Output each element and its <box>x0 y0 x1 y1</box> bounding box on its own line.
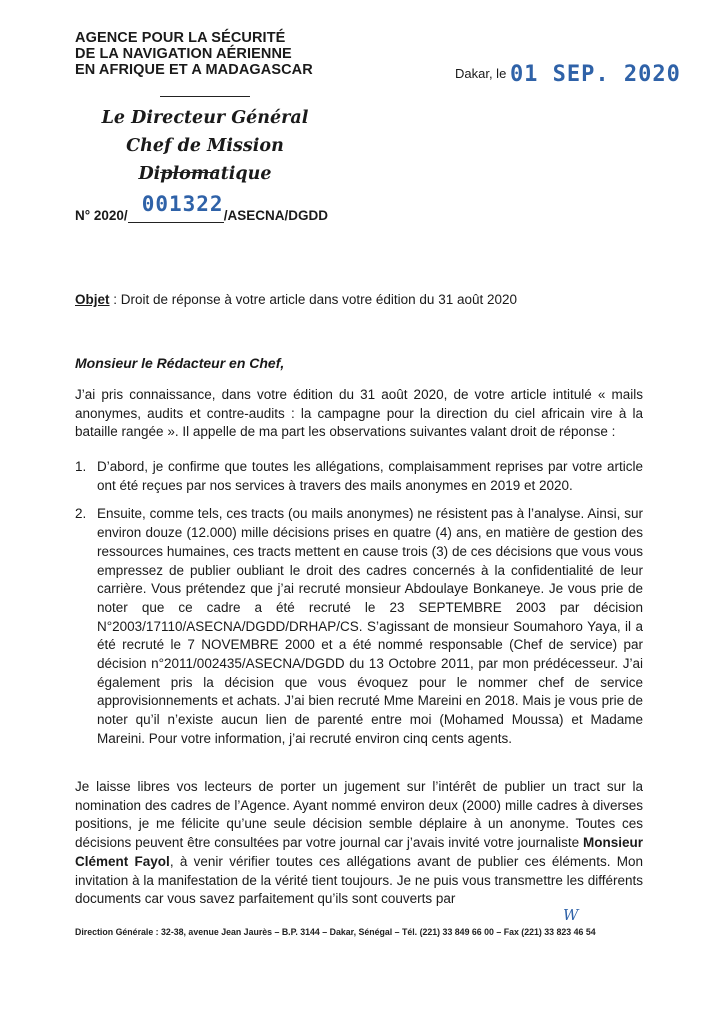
closing-text-before: Je laisse libres vos lecteurs de porter un jugement sur l’intérêt de publier un tract sur la nomination des cadres de l’Agence. Ayant nommé environ deux (2000) mille cadres à diverses positions, je me félicite qu’une seule décision semble déplaire à un anonyme. Toutes ces décisions peuvent être consultées par votre journal car j’avais invité votre journaliste <box>75 779 643 851</box>
divider-top <box>160 96 250 97</box>
dateline <box>455 62 681 87</box>
director-title-line1: Le Directeur Général <box>101 108 309 128</box>
reference-number-field <box>128 192 224 223</box>
divider-bottom <box>160 172 218 173</box>
footer-address: Direction Générale : 32-38, avenue Jean Jaurès – B.P. 3144 – Dakar, Sénégal – Tél. (221) 33 849 66 00 – Fax (221) 33 823 46 54 <box>75 927 596 937</box>
agency-letterhead <box>75 30 313 78</box>
reference-suffix: /ASECNA/DGDD <box>223 208 328 223</box>
list-item-text: Ensuite, comme tels, ces tracts (ou mails anonymes) ne résistent pas à l’analyse. Ainsi, sur environ douze (12.000) mille décisions prises en quatre (4) ans, en matière de gestion des ressources humaines, ces tracts mettent en cause trois (3) de ces décisions que vous vous empressez de publier oubliant le droit des cadres concernés à la confidentialité de leur carrière. Vous prétendez que j’ai recruté monsieur Abdoulaye Bonkaneye. Je vous prie de noter que ce cadre a été recruté le 23 SEPTEMBRE 2003 par décision N°2003/17110/ASECNA/DGDD/DRHAP/CS. S’agissant de monsieur Soumahoro Yaya, il a été recruté le 7 NOVEMBRE 2000 et a été nommé responsable (Chef de service) par décision n°2011/002435/ASECNA/DGDD du 13 Octobre 2011, par mon prédécesseur. J’ai également pris la décision que vous évoquez pour le nommer chef de service approvisionnements et achats. J’ai bien recruté Mme Mareini en 2018. Mais je vous prie de noter qu’il n’existe aucun lien de parenté entre moi (Mohamed Moussa) et Madame Mareini. Pour votre information, j’ai recruté environ cinq cents agents. <box>97 506 643 746</box>
subject-label: Objet <box>75 292 110 307</box>
agency-line: AGENCE POUR LA SÉCURITÉ <box>75 30 286 46</box>
list-item <box>75 505 643 748</box>
list-item <box>75 458 643 495</box>
list-item-number: 2. <box>75 506 87 522</box>
number-stamp: 001322 <box>141 192 224 216</box>
subject-line <box>75 292 517 307</box>
reference-prefix: N° 2020/ <box>75 208 128 223</box>
closing-text-after: , à venir vérifier toutes ces allégations avant de publier ces éléments. Mon invitation à la manifestation de la vérité tient toujours. Je ne puis vous transmettre les différents documents car vous savez parfaitement qu’ils sont couverts par <box>75 853 643 907</box>
director-title-line2: Chef de Mission Diplomatique <box>126 136 284 184</box>
agency-line: DE LA NAVIGATION AÉRIENNE <box>75 46 292 62</box>
journalist-name: Monsieur Clément Fayol <box>75 835 643 869</box>
paragraph-intro: J’ai pris connaissance, dans votre édition du 31 août 2020, de votre article intitulé « mails anonymes, audits et contre-audits : la campagne pour la direction du ciel africain vire à la bataille rangée ». Il appelle de ma part les observations suivantes valant droit de réponse : <box>75 387 643 440</box>
director-title <box>80 104 330 188</box>
handwritten-initials: W <box>563 906 579 924</box>
list-item-number: 1. <box>75 459 87 474</box>
salutation: Monsieur le Rédacteur en Chef, <box>75 355 285 371</box>
reference-number <box>75 192 328 223</box>
dateline-prefix: Dakar, le <box>455 66 507 81</box>
paragraph-closing <box>75 778 643 909</box>
subject-text: : Droit de réponse à votre article dans votre édition du 31 août 2020 <box>109 292 518 307</box>
list-item-text: D’abord, je confirme que toutes les allégations, complaisamment reprises par votre article ont été reçues par nos services à travers des mails anonymes en 2019 et 2020. <box>97 459 643 493</box>
date-stamp: 01 SEP. 2020 <box>509 62 681 87</box>
agency-line: EN AFRIQUE ET A MADAGASCAR <box>75 62 313 78</box>
observations-list <box>75 458 643 749</box>
